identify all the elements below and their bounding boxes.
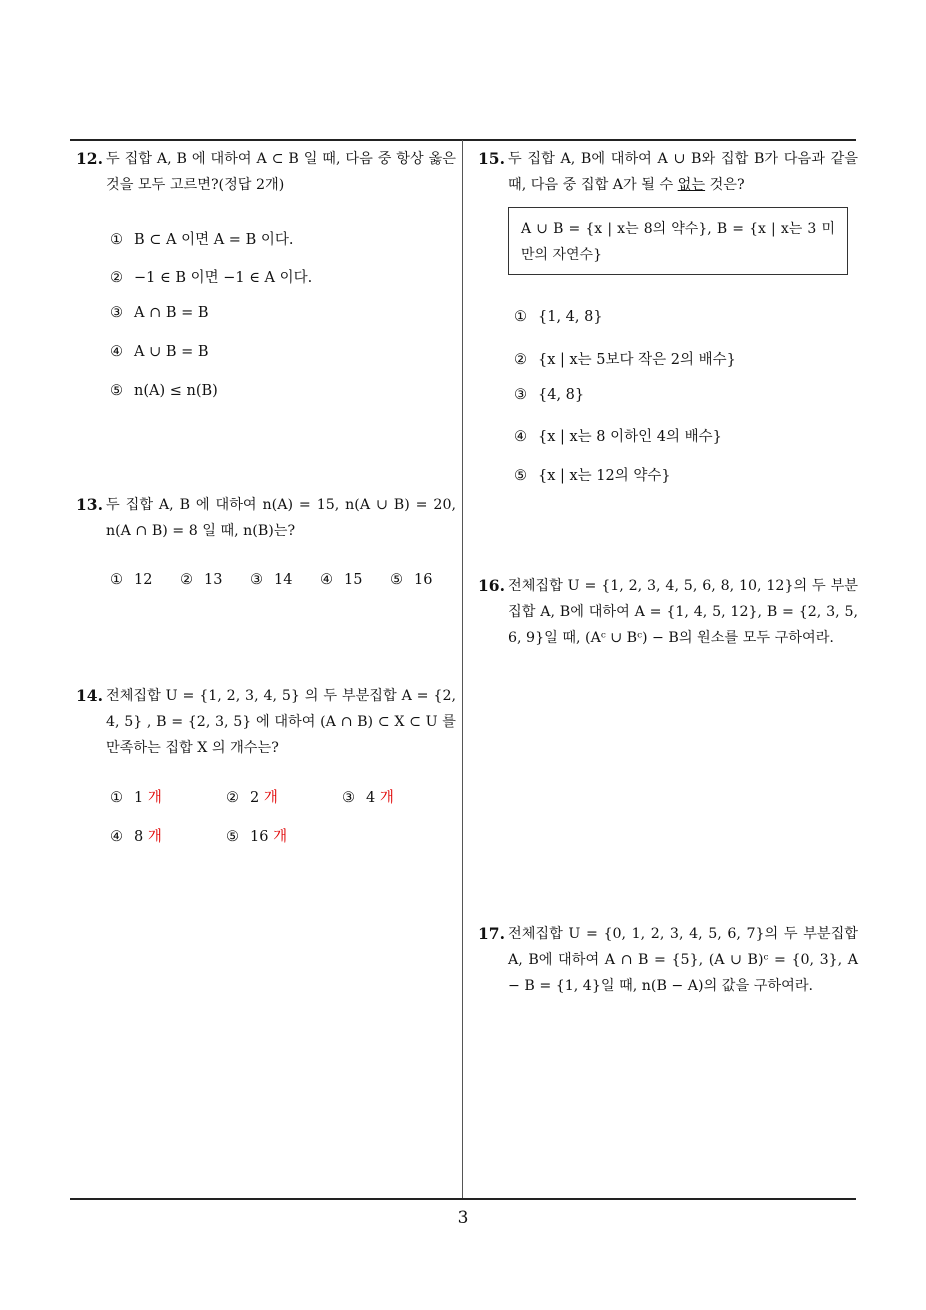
question-number: 17.	[478, 924, 505, 943]
question-number: 15.	[478, 149, 505, 168]
question-12	[76, 146, 456, 198]
question-14	[76, 683, 456, 761]
q14-option-1[interactable]: ① 1 개	[110, 790, 162, 806]
question-number: 14.	[76, 686, 103, 705]
q14-option-2[interactable]: ② 2 개	[226, 790, 278, 806]
q13-option-3[interactable]: ③ 14	[250, 572, 293, 588]
q15-option-3[interactable]: ③ {4, 8}	[514, 387, 585, 403]
q12-option-4[interactable]: ④ A ∪ B = B	[110, 344, 209, 360]
emphasis-underline: 없는	[677, 177, 706, 193]
q15-option-5[interactable]: ⑤ {x | x는 12의 약수}	[514, 468, 671, 484]
question-15	[478, 146, 858, 198]
question-text: 전체집합 U = {0, 1, 2, 3, 4, 5, 6, 7}의 두 부분집합 A, B에 대하여 A ∩ B = {5}, (A ∪ B)ᶜ = {0, 3}, A − B = {1, 4}일 때, n(B − A)의 값을 구하여라.	[508, 926, 858, 994]
question-text: 두 집합 A, B 에 대하여 n(A) = 15, n(A ∪ B) = 20, n(A ∩ B) = 8 일 때, n(B)는?	[106, 497, 456, 539]
condition-box: A ∪ B = {x | x는 8의 약수}, B = {x | x는 3 미만의 자연수}	[508, 207, 848, 275]
question-text: 두 집합 A, B 에 대하여 A ⊂ B 일 때, 다음 중 항상 옳은 것을 모두 고르면?(정답 2개)	[106, 151, 456, 193]
q13-option-2[interactable]: ② 13	[180, 572, 223, 588]
q15-option-4[interactable]: ④ {x | x는 8 이하인 4의 배수}	[514, 429, 722, 445]
question-number: 16.	[478, 576, 505, 595]
q14-option-3[interactable]: ③ 4 개	[342, 790, 394, 806]
question-text: 전체집합 U = {1, 2, 3, 4, 5} 의 두 부분집합 A = {2, 4, 5} , B = {2, 3, 5} 에 대하여 (A ∩ B) ⊂ X ⊂ U 를 만족하는 집합 X 의 개수는?	[106, 688, 456, 756]
q12-option-1[interactable]: ① B ⊂ A 이면 A = B 이다.	[110, 232, 294, 248]
question-13	[76, 492, 456, 544]
q12-option-5[interactable]: ⑤ n(A) ≤ n(B)	[110, 383, 218, 399]
bottom-rule	[70, 1198, 856, 1200]
q12-option-2[interactable]: ② −1 ∈ B 이면 −1 ∈ A 이다.	[110, 270, 313, 286]
q15-option-2[interactable]: ② {x | x는 5보다 작은 2의 배수}	[514, 352, 736, 368]
question-16	[478, 573, 858, 651]
q12-option-3[interactable]: ③ A ∩ B = B	[110, 305, 209, 321]
q13-option-4[interactable]: ④ 15	[320, 572, 363, 588]
question-17	[478, 921, 858, 999]
q15-option-1[interactable]: ① {1, 4, 8}	[514, 309, 603, 325]
q14-option-4[interactable]: ④ 8 개	[110, 829, 162, 845]
question-text: 두 집합 A, B에 대하여 A ∪ B와 집합 B가 다음과 같을 때, 다음 중 집합 A가 될 수 없는 것은?	[508, 151, 858, 193]
q14-option-5[interactable]: ⑤ 16 개	[226, 829, 288, 845]
column-divider	[462, 140, 463, 1200]
question-text: 전체집합 U = {1, 2, 3, 4, 5, 6, 8, 10, 12}의 두 부분집합 A, B에 대하여 A = {1, 4, 5, 12}, B = {2, 3, 5, 6, 9}일 때, (Aᶜ ∪ Bᶜ) − B의 원소를 모두 구하여라.	[508, 578, 858, 646]
q13-option-5[interactable]: ⑤ 16	[390, 572, 433, 588]
q13-option-1[interactable]: ① 12	[110, 572, 153, 588]
page-number: 3	[457, 1208, 469, 1228]
question-number: 13.	[76, 495, 103, 514]
question-number: 12.	[76, 149, 103, 168]
